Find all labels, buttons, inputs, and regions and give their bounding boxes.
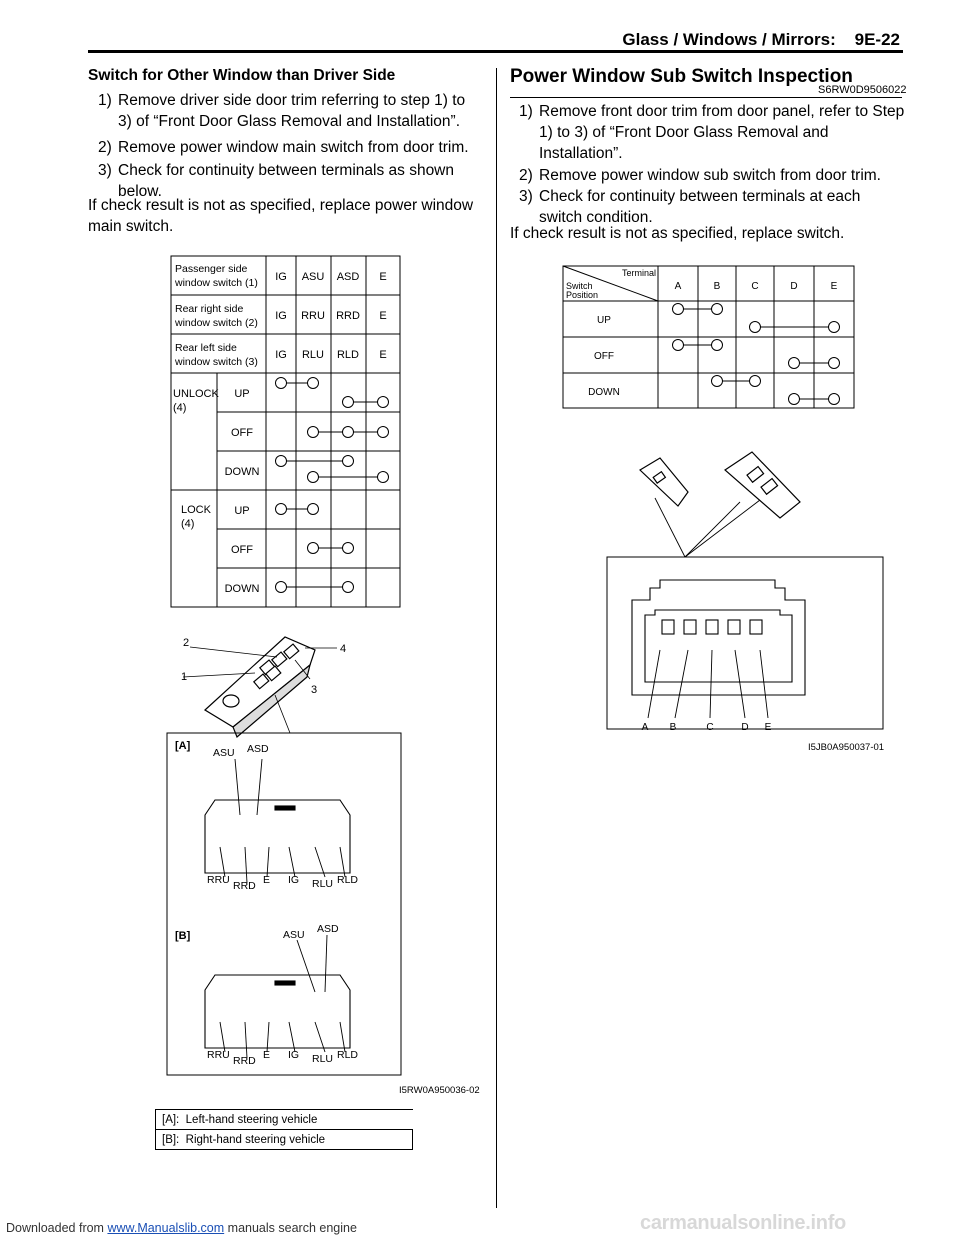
pin-label: ASU [213,747,235,759]
pin-label: RRD [233,1055,256,1067]
callout-3: 3 [311,684,318,696]
unlock-label: UNLOCK [173,388,219,400]
terminal-header: ASD [336,271,360,283]
pin-label: B [669,722,677,733]
sub-switch-connector-figure [600,440,900,770]
position-corner-label: Position [566,290,599,300]
right-section-code: S6RW0D9506022 [818,84,907,96]
terminal-header: RRU [301,310,325,322]
legend-key: [A]: [162,1113,180,1126]
step-number: 3) [98,162,112,179]
row-label-line: Rear left side [175,342,237,354]
legend-row [156,1110,413,1130]
figure-code: I5RW0A950036-02 [399,1085,480,1095]
callout-4: 4 [340,643,347,655]
terminal-header: RLU [301,349,325,361]
legend-cell [156,1130,413,1150]
step-text-line: Installation”. [539,145,623,162]
pin-label: C [706,722,714,733]
pin-label: RRU [207,1049,230,1061]
left-step-1 [98,90,488,134]
step-number: 1) [98,92,112,109]
row-label-line: Passenger side [175,263,248,275]
pin-label: ASU [283,929,305,941]
legend-key: [B]: [162,1133,180,1146]
lock-number: (4) [181,518,195,530]
pin-label: E [263,1049,271,1061]
terminal-header: RLD [336,349,360,361]
terminal-header: ASU [301,271,325,283]
step-number: 2) [519,167,533,184]
left-note-line-1: If check result is not as specified, replace power window [88,197,474,214]
terminal-header: E [379,349,387,361]
right-step-1 [519,101,909,165]
pin-label: D [741,722,749,733]
pin-label: RLU [312,878,334,890]
left-section-heading: Switch for Other Window than Driver Side [88,67,396,84]
pin-label: IG [288,1049,300,1061]
left-note-line-2: main switch. [88,218,174,235]
step-text-line: below. [118,183,162,200]
terminal-header: IG [275,310,287,322]
row-label-line: window switch (3) [175,356,258,368]
step-text-line: Remove power window main switch from door trim. [118,139,469,156]
step-text-line: Check for continuity between terminals as shown [118,162,454,179]
step-number: 3) [519,188,533,205]
main-switch-connector-figure [165,615,485,1095]
terminal-header: E [379,271,387,283]
position-label: DOWN [224,466,260,478]
step-text-line: Remove front door trim from door panel, refer to Step [539,103,905,120]
step-text-line: 1) to 3) of “Front Door Glass Removal and [539,124,829,141]
step-text-line: Remove power window sub switch from door trim. [539,167,881,184]
pin-label: ASD [317,923,339,935]
right-section-heading: Power Window Sub Switch Inspection [510,66,853,87]
terminal-header: B [713,281,721,292]
position-label: DOWN [224,583,260,595]
terminal-header: IG [275,271,287,283]
position-label: OFF [594,351,614,362]
terminal-header: D [790,281,798,292]
watermark: carmanualsonline.info [640,1212,846,1234]
terminal-header: IG [275,349,287,361]
figure-code: I5JB0A950037-01 [808,742,885,753]
figure-label-a: [A] [175,740,191,752]
callout-1: 1 [181,671,188,683]
position-label: UP [234,505,250,517]
pin-label: A [641,722,649,733]
pin-label: RRU [207,874,230,886]
row-label-line: window switch (1) [175,277,258,289]
terminal-corner-label: Terminal [622,268,657,278]
step-text-line: switch condition. [539,209,653,226]
right-step-2 [519,165,909,187]
pin-label: E [764,722,772,733]
position-label: UP [234,388,250,400]
column-divider [496,68,497,1208]
page-header-title: Glass / Windows / Mirrors: 9E-22 [622,30,900,49]
pin-label: E [263,874,271,886]
row-label-line: Rear right side [175,303,244,315]
main-switch-continuity-table [170,255,402,610]
switch-corner-label: Switch [566,281,593,291]
heading-underline [510,97,902,98]
legend-value: Right-hand steering vehicle [185,1133,326,1146]
sub-switch-continuity-table [562,265,857,410]
download-footer [6,1221,357,1235]
terminal-header: RRD [336,310,360,322]
position-label: OFF [231,427,253,439]
manualslib-link[interactable]: www.Manualslib.com [107,1221,225,1235]
terminal-header: E [830,281,838,292]
footer-suffix: manuals search engine [227,1221,357,1235]
unlock-number: (4) [173,402,187,414]
pin-label: IG [288,874,300,886]
legend-value: Left-hand steering vehicle [185,1113,318,1126]
step-number: 2) [98,139,112,156]
left-step-2 [98,137,488,159]
callout-2: 2 [183,637,190,649]
step-text-line: 3) of “Front Door Glass Removal and Installation”. [118,113,460,130]
pin-label: RLD [337,1049,359,1061]
pin-label: RLU [312,1053,334,1065]
step-number: 1) [519,103,533,120]
pin-label: RRD [233,880,256,892]
right-note: If check result is not as specified, replace switch. [510,225,845,242]
header-rule [88,50,903,53]
position-label: UP [597,315,611,326]
step-text-line: Check for continuity between terminals at each [539,188,861,205]
legend-cell [156,1110,413,1130]
pin-label: RLD [337,874,359,886]
terminal-header: E [379,310,387,322]
legend-row [156,1130,413,1150]
row-label-line: window switch (2) [175,317,258,329]
terminal-header: C [751,281,759,292]
step-text-line: Remove driver side door trim referring to step 1) to [118,92,466,109]
figure-label-b: [B] [175,930,191,942]
terminal-header: A [674,281,682,292]
legend-table [155,1109,413,1150]
position-label: OFF [231,544,253,556]
pin-label: ASD [247,743,269,755]
position-label: DOWN [588,387,620,398]
footer-prefix: Downloaded from [6,1221,104,1235]
lock-label: LOCK [181,504,211,516]
